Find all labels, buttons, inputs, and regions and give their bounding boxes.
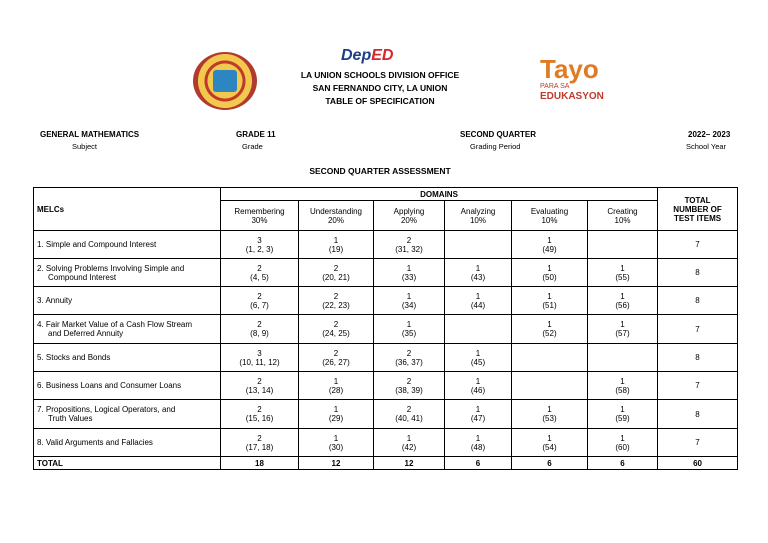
item-count: 1: [475, 376, 481, 386]
item-numbers: (56): [615, 300, 630, 310]
item-numbers: (51): [542, 300, 557, 310]
item-count: 1: [406, 320, 412, 329]
item-cell: [374, 344, 445, 372]
domain-name: Remembering: [234, 206, 285, 216]
item-numbers: (49): [542, 244, 557, 254]
item-cell: [588, 344, 658, 372]
item-cell: [221, 287, 299, 315]
item-count: 3: [257, 348, 262, 358]
item-numbers: (35): [401, 329, 417, 338]
item-count: 1: [547, 405, 552, 414]
item-count: 2: [406, 348, 412, 358]
item-cell: [588, 372, 658, 400]
domain-total: 12: [299, 457, 374, 470]
melc-cell: [34, 259, 221, 287]
melcs-header: MELCs: [34, 188, 221, 231]
item-cell: [445, 259, 512, 287]
item-count: 1: [547, 320, 552, 329]
melc-cell: [34, 315, 221, 344]
domain-header-evaluating: [512, 201, 588, 231]
item-cell: [512, 315, 588, 344]
item-numbers: (17, 18): [245, 442, 274, 452]
year-value: 2022– 2023: [688, 130, 731, 139]
item-cell: [299, 344, 374, 372]
item-cell: [588, 259, 658, 287]
item-count: 3: [257, 235, 262, 245]
item-cell: [221, 429, 299, 457]
domain-percent: 30%: [251, 215, 268, 225]
melc-text: 3. Annuity: [37, 296, 73, 305]
melc-text: and Deferred Annuity: [48, 329, 124, 338]
domain-name: Understanding: [309, 206, 363, 216]
item-cell: [445, 344, 512, 372]
item-numbers: (22, 23): [322, 300, 350, 310]
table-row: [34, 259, 738, 287]
item-count: 1: [620, 433, 625, 443]
deped-division-seal-logo: [193, 52, 257, 110]
table-row: [34, 344, 738, 372]
item-cell: [221, 372, 299, 400]
item-numbers: (13, 14): [245, 385, 274, 395]
item-cell: [445, 287, 512, 315]
item-numbers: (30): [328, 442, 344, 452]
item-cell: [299, 259, 374, 287]
specification-table: [33, 187, 738, 470]
item-cell: [221, 344, 299, 372]
item-cell: [512, 372, 588, 400]
city-name: SAN FERNANDO CITY, LA UNION: [312, 83, 448, 93]
table-row: [34, 429, 738, 457]
domain-name: Evaluating: [530, 206, 569, 216]
item-cell: [512, 231, 588, 259]
table-row: [34, 315, 738, 344]
melc-text: 4. Fair Market Value of a Cash Flow Stream: [37, 320, 193, 329]
item-cell: [588, 231, 658, 259]
item-cell: [221, 315, 299, 344]
item-count: 2: [333, 291, 339, 301]
item-cell: [299, 315, 374, 344]
item-cell: [512, 287, 588, 315]
item-numbers: (42): [401, 442, 417, 452]
item-count: 1: [620, 263, 625, 273]
domains-header: DOMAINS: [221, 188, 658, 201]
row-total: 7: [658, 231, 738, 259]
item-count: 1: [547, 291, 552, 301]
item-numbers: (54): [542, 442, 557, 452]
item-cell: [445, 429, 512, 457]
document-title: TABLE OF SPECIFICATION: [325, 96, 435, 106]
item-numbers: (34): [401, 300, 417, 310]
item-count: 1: [620, 320, 625, 329]
deped-logo: DepED: [341, 47, 394, 64]
item-count: 2: [406, 235, 412, 245]
melc-text: Compound Interest: [48, 272, 117, 282]
item-cell: [221, 400, 299, 429]
item-count: 1: [475, 263, 481, 273]
tayo-para: PARA SA: [540, 83, 570, 90]
item-numbers: (29): [328, 414, 344, 423]
melc-text: Truth Values: [48, 414, 93, 423]
tayo-word: Tayo: [540, 54, 599, 84]
item-count: 1: [620, 376, 625, 386]
item-numbers: (28): [328, 385, 344, 395]
item-count: 2: [257, 376, 262, 386]
table-row: [34, 287, 738, 315]
total-header-line: TOTAL: [684, 195, 711, 205]
item-cell: [374, 287, 445, 315]
item-cell: [221, 231, 299, 259]
item-count: 2: [257, 263, 262, 273]
item-numbers: (6, 7): [250, 300, 269, 310]
item-count: 2: [333, 348, 339, 358]
item-cell: [512, 259, 588, 287]
item-cell: [374, 429, 445, 457]
period-value: SECOND QUARTER: [460, 130, 537, 139]
item-numbers: (24, 25): [322, 329, 350, 338]
total-header-line: TEST ITEMS: [673, 213, 722, 223]
domain-name: Analyzing: [460, 206, 496, 216]
year-label: School Year: [686, 142, 727, 151]
domain-total: 12: [374, 457, 445, 470]
item-cell: [299, 372, 374, 400]
melc-cell: [34, 344, 221, 372]
item-count: 1: [333, 433, 339, 443]
melc-cell: [34, 429, 221, 457]
item-numbers: (19): [328, 244, 344, 254]
tayo-para-sa-edukasyon-logo: [540, 55, 610, 107]
item-numbers: (59): [615, 414, 630, 423]
item-count: 1: [333, 405, 339, 414]
domain-header-remembering: [221, 201, 299, 231]
item-numbers: (46): [470, 385, 486, 395]
domain-header-creating: [588, 201, 658, 231]
item-numbers: (44): [470, 300, 486, 310]
domain-name: Applying: [393, 206, 425, 216]
table-row: [34, 372, 738, 400]
subject-label: Subject: [72, 142, 98, 151]
subject-value: GENERAL MATHEMATICS: [40, 130, 140, 139]
item-numbers: (60): [615, 442, 630, 452]
domain-percent: 10%: [541, 215, 558, 225]
item-count: 2: [257, 291, 262, 301]
item-numbers: (50): [542, 272, 557, 282]
row-total: 7: [658, 315, 738, 344]
item-count: 2: [257, 405, 262, 414]
melc-text: 6. Business Loans and Consumer Loans: [37, 381, 182, 390]
item-numbers: (8, 9): [250, 329, 269, 338]
item-numbers: (33): [401, 272, 417, 282]
melc-cell: [34, 231, 221, 259]
total-header-line: NUMBER OF: [673, 204, 722, 214]
item-cell: [512, 344, 588, 372]
item-count: 1: [547, 235, 552, 245]
item-cell: [374, 400, 445, 429]
item-numbers: (57): [615, 329, 630, 338]
domain-total: 6: [512, 457, 588, 470]
item-count: 1: [620, 291, 625, 301]
domain-total: 6: [588, 457, 658, 470]
domain-name: Creating: [607, 206, 638, 216]
melc-text: 7. Propositions, Logical Operators, and: [37, 405, 176, 414]
item-numbers: (20, 21): [322, 272, 350, 282]
melc-text: 8. Valid Arguments and Fallacies: [37, 438, 153, 447]
domain-total: 6: [445, 457, 512, 470]
item-numbers: (15, 16): [245, 414, 274, 423]
item-count: 1: [406, 263, 412, 273]
item-cell: [588, 287, 658, 315]
table-body: [34, 231, 738, 470]
item-numbers: (26, 27): [322, 357, 350, 367]
item-count: 2: [333, 320, 339, 329]
item-cell: [445, 231, 512, 259]
item-numbers: (58): [615, 385, 630, 395]
total-label: TOTAL: [34, 457, 221, 470]
domain-header-understanding: [299, 201, 374, 231]
table-row: [34, 231, 738, 259]
item-numbers: (47): [470, 414, 486, 423]
item-numbers: (10, 11, 12): [239, 357, 280, 367]
item-cell: [374, 372, 445, 400]
table-row: [34, 400, 738, 429]
item-cell: [299, 287, 374, 315]
melc-cell: [34, 372, 221, 400]
item-cell: [588, 429, 658, 457]
item-numbers: (36, 37): [395, 357, 423, 367]
item-numbers: (52): [542, 329, 557, 338]
domain-header-analyzing: [445, 201, 512, 231]
seal-emblem-icon: [213, 70, 237, 92]
item-count: 1: [406, 291, 412, 301]
item-numbers: (40, 41): [395, 414, 423, 423]
domain-header-applying: [374, 201, 445, 231]
item-count: 2: [333, 263, 339, 273]
item-numbers: (48): [470, 442, 486, 452]
melc-text: 2. Solving Problems Involving Simple and: [37, 263, 185, 273]
item-numbers: (4, 5): [250, 272, 269, 282]
domain-percent: 20%: [400, 215, 417, 225]
item-cell: [588, 400, 658, 429]
item-cell: [512, 429, 588, 457]
total-items-header: [658, 188, 738, 231]
item-cell: [445, 400, 512, 429]
item-cell: [445, 315, 512, 344]
item-count: 2: [406, 405, 412, 414]
row-total: 8: [658, 344, 738, 372]
melc-text: 1. Simple and Compound Interest: [37, 240, 157, 249]
row-total: 8: [658, 287, 738, 315]
domain-percent: 10%: [469, 215, 486, 225]
melc-text: 5. Stocks and Bonds: [37, 353, 111, 362]
domain-percent: 10%: [614, 215, 631, 225]
item-cell: [299, 429, 374, 457]
item-count: 1: [475, 291, 481, 301]
item-numbers: (38, 39): [395, 385, 423, 395]
grade-value: GRADE 11: [236, 130, 276, 139]
item-count: 1: [475, 405, 481, 414]
item-cell: [299, 231, 374, 259]
item-numbers: (31, 32): [395, 244, 423, 254]
item-cell: [374, 231, 445, 259]
item-cell: [374, 315, 445, 344]
row-total: 8: [658, 400, 738, 429]
melc-cell: [34, 400, 221, 429]
row-total: 7: [658, 429, 738, 457]
item-count: 1: [620, 405, 625, 414]
row-total: 8: [658, 259, 738, 287]
item-count: 2: [406, 376, 412, 386]
domain-total: 18: [221, 457, 299, 470]
item-count: 1: [475, 433, 481, 443]
item-count: 1: [547, 263, 552, 273]
item-cell: [299, 400, 374, 429]
division-name: LA UNION SCHOOLS DIVISION OFFICE: [300, 70, 460, 80]
domain-percent: 20%: [327, 215, 344, 225]
tayo-edu: EDUKASYON: [540, 91, 604, 102]
total-row: [34, 457, 738, 470]
period-label: Grading Period: [470, 142, 521, 151]
item-numbers: (1, 2, 3): [245, 244, 274, 254]
item-numbers: (43): [470, 272, 486, 282]
grand-total: 60: [658, 457, 738, 470]
assessment-title: SECOND QUARTER ASSESSMENT: [309, 166, 451, 176]
item-cell: [221, 259, 299, 287]
melc-cell: [34, 287, 221, 315]
item-numbers: (45): [470, 357, 486, 367]
item-count: 1: [406, 433, 412, 443]
item-count: 1: [547, 433, 552, 443]
item-cell: [445, 372, 512, 400]
item-cell: [588, 315, 658, 344]
item-cell: [512, 400, 588, 429]
item-count: 1: [475, 348, 481, 358]
header-row-domains: [34, 188, 738, 201]
grade-label: Grade: [242, 142, 263, 151]
item-numbers: (55): [615, 272, 630, 282]
row-total: 7: [658, 372, 738, 400]
item-count: 1: [333, 235, 339, 245]
item-count: 2: [257, 320, 262, 329]
item-count: 1: [333, 376, 339, 386]
item-count: 2: [257, 433, 262, 443]
item-cell: [374, 259, 445, 287]
item-numbers: (53): [542, 414, 557, 423]
